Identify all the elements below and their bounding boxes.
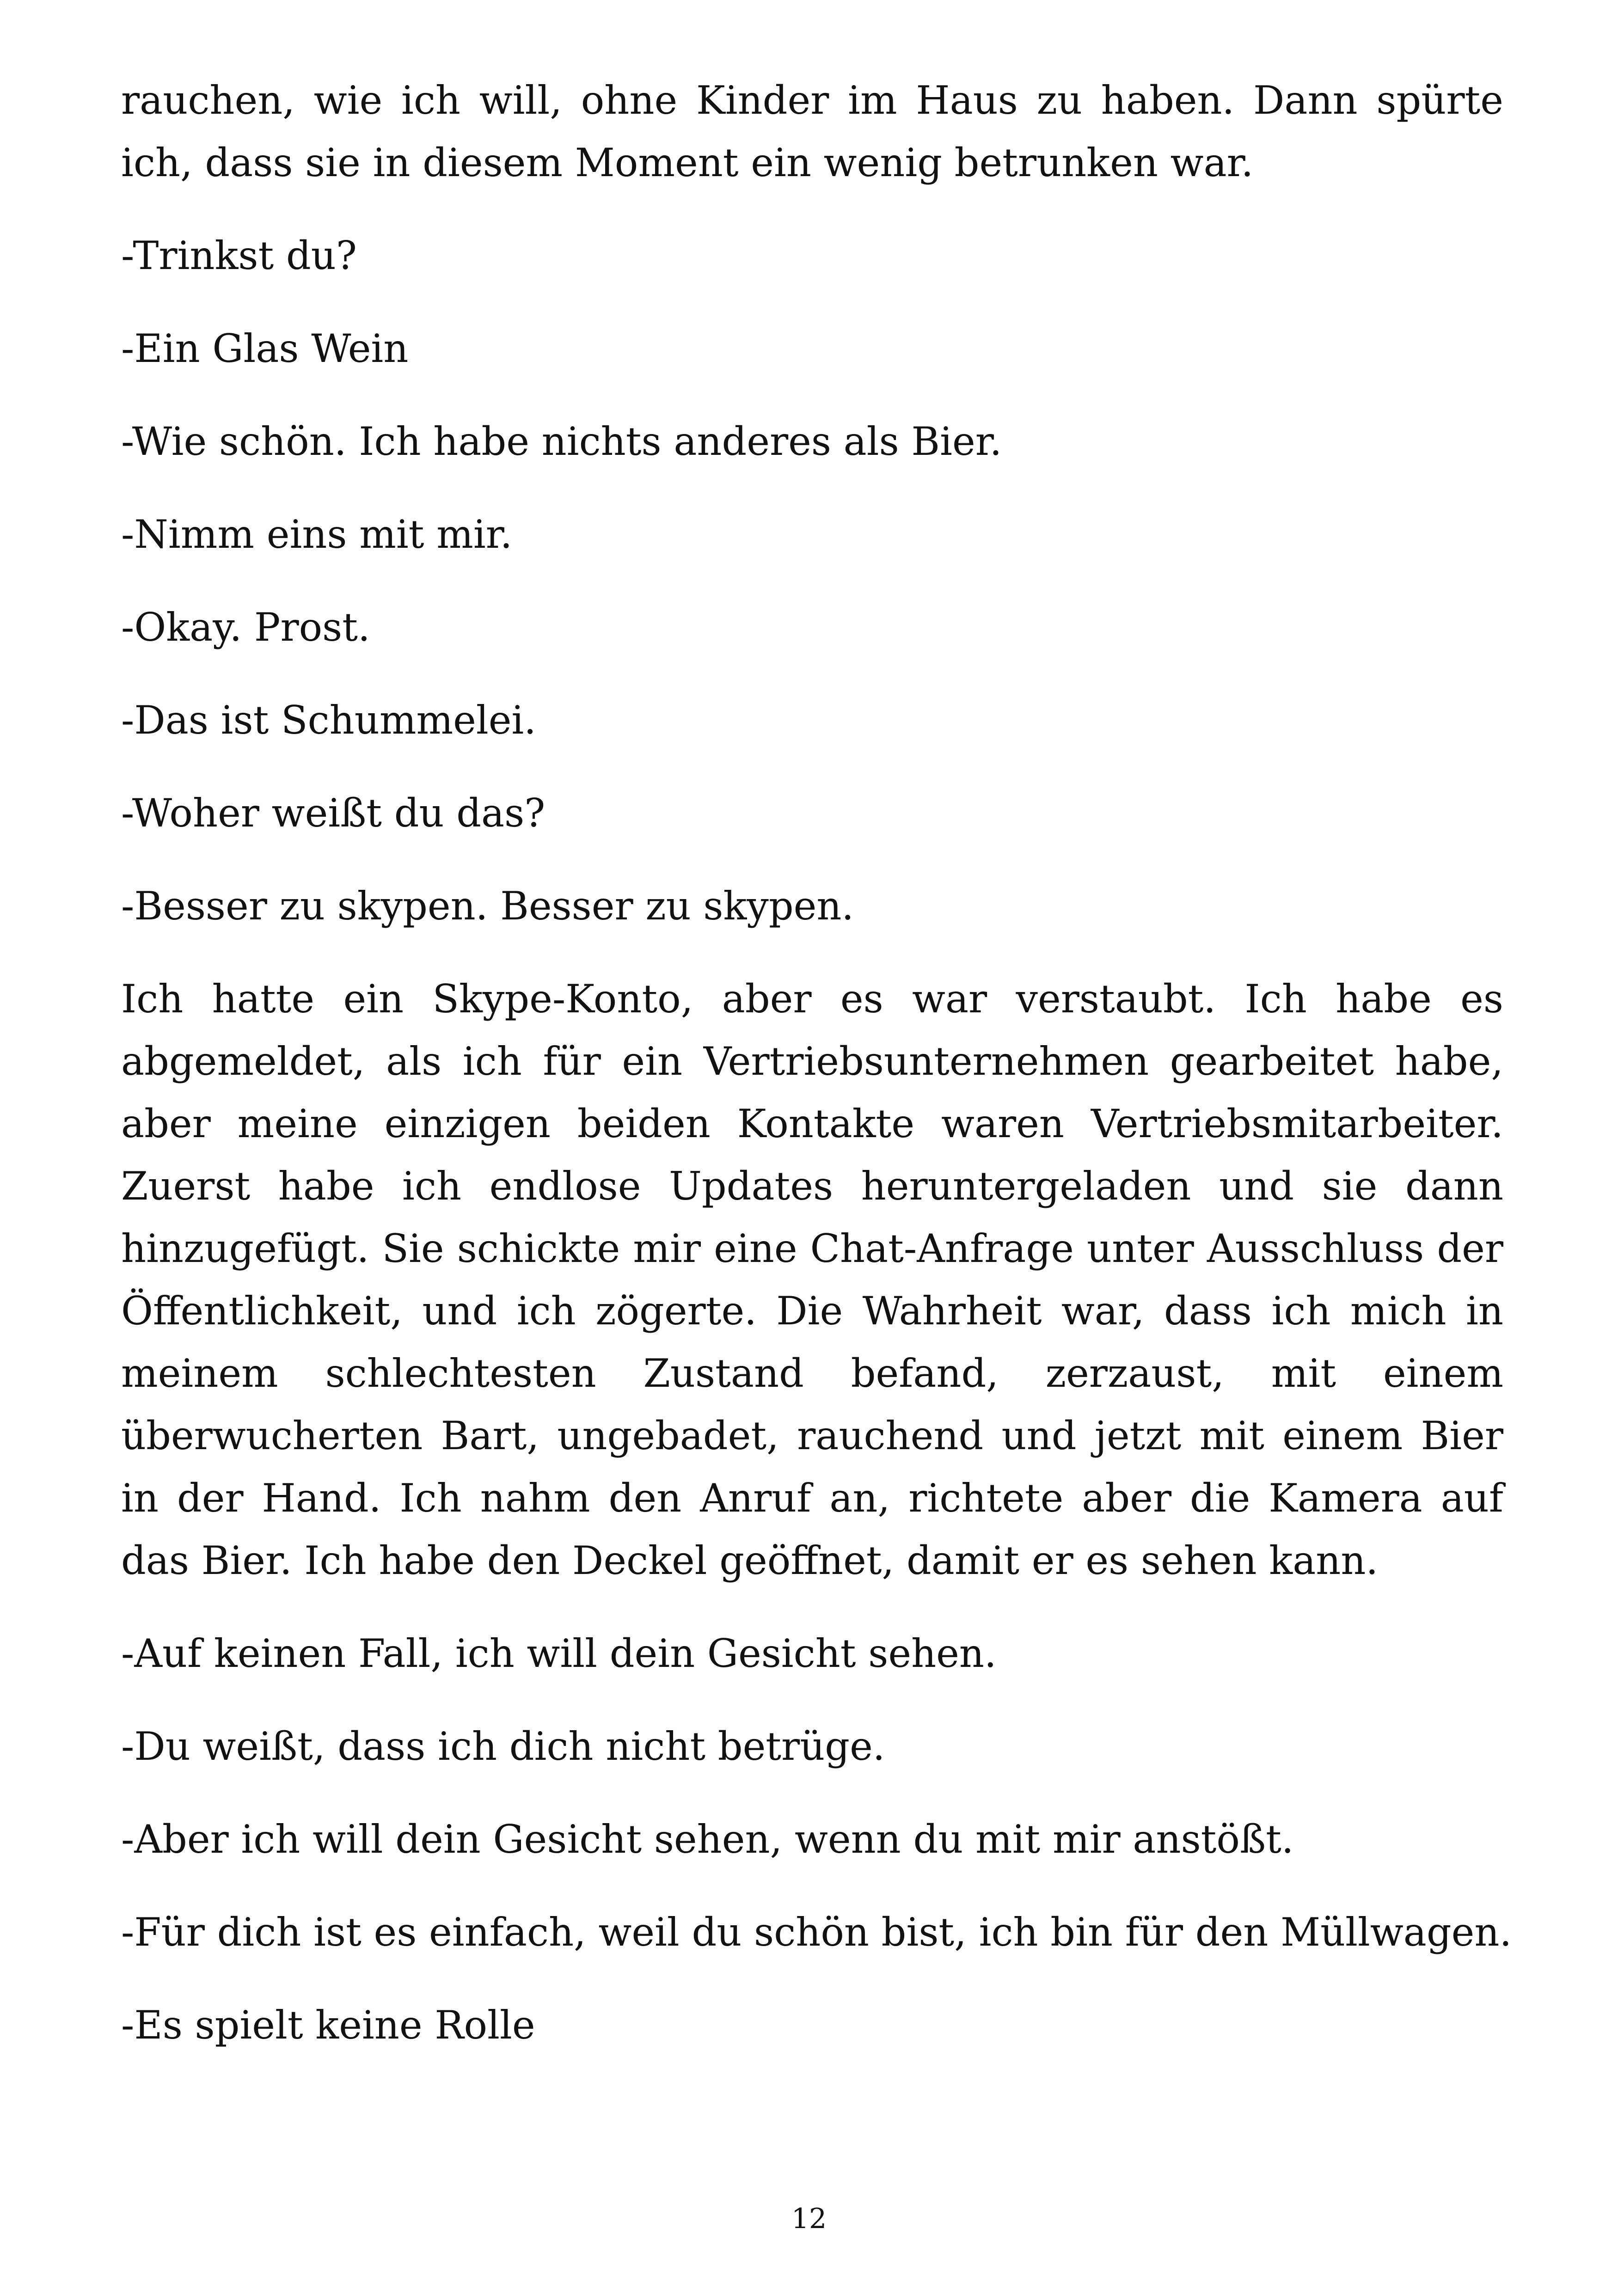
body-text — [121, 69, 1512, 2087]
paragraph-opening: rauchen, wie ich will, ohne Kinder im Haus zu haben. Dann spürte ich, dass sie in diesem Moment ein wenig betrunken war. — [121, 78, 1503, 185]
dialogue-line: -Auf keinen Fall, ich will dein Gesicht sehen. — [121, 1631, 997, 1676]
dialogue-line: -Trinkst du? — [121, 233, 357, 278]
dialogue-line: -Besser zu skypen. Besser zu skypen. — [121, 883, 854, 929]
dialogue-line: -Du weißt, dass ich dich nicht betrüge. — [121, 1724, 885, 1769]
dialogue-line: -Woher weißt du das? — [121, 790, 545, 836]
paragraph-skype: Ich hatte ein Skype-Konto, aber es war verstaubt. Ich habe es abgemeldet, als ich für ein Vertriebsunternehmen gearbeitet habe, aber meine einzigen beiden Kontakte waren Vertriebsmitarbeiter. Zuerst habe ich endlose Updates heruntergeladen und sie dann hinzugefügt. Sie schickte mir eine Chat-Anfrage unter Ausschluss der Öffentlichkeit, und ich zögerte. Die Wahrheit war, dass ich mich in meinem schlechtesten Zustand befand, zerzaust, mit einem überwucherten Bart, ungebadet, rauchend und jetzt mit einem Bier in der Hand. Ich nahm den Anruf an, richtete aber die Kamera auf das Bier. Ich habe den Deckel geöffnet, damit er es sehen kann. — [121, 976, 1503, 1583]
dialogue-line: -Für dich ist es einfach, weil du schön bist, ich bin für den Müllwagen. — [121, 1910, 1512, 1955]
page-number: 12 — [791, 2203, 827, 2235]
dialogue-line: -Okay. Prost. — [121, 605, 370, 650]
dialogue-line: -Das ist Schummelei. — [121, 698, 536, 743]
dialogue-line: -Aber ich will dein Gesicht sehen, wenn du mit mir anstößt. — [121, 1817, 1294, 1862]
dialogue-line: -Nimm eins mit mir. — [121, 512, 513, 557]
dialogue-line: -Ein Glas Wein — [121, 326, 409, 371]
dialogue-line: -Wie schön. Ich habe nichts anderes als Bier. — [121, 419, 1002, 464]
dialogue-line: -Es spielt keine Rolle — [121, 2002, 535, 2048]
